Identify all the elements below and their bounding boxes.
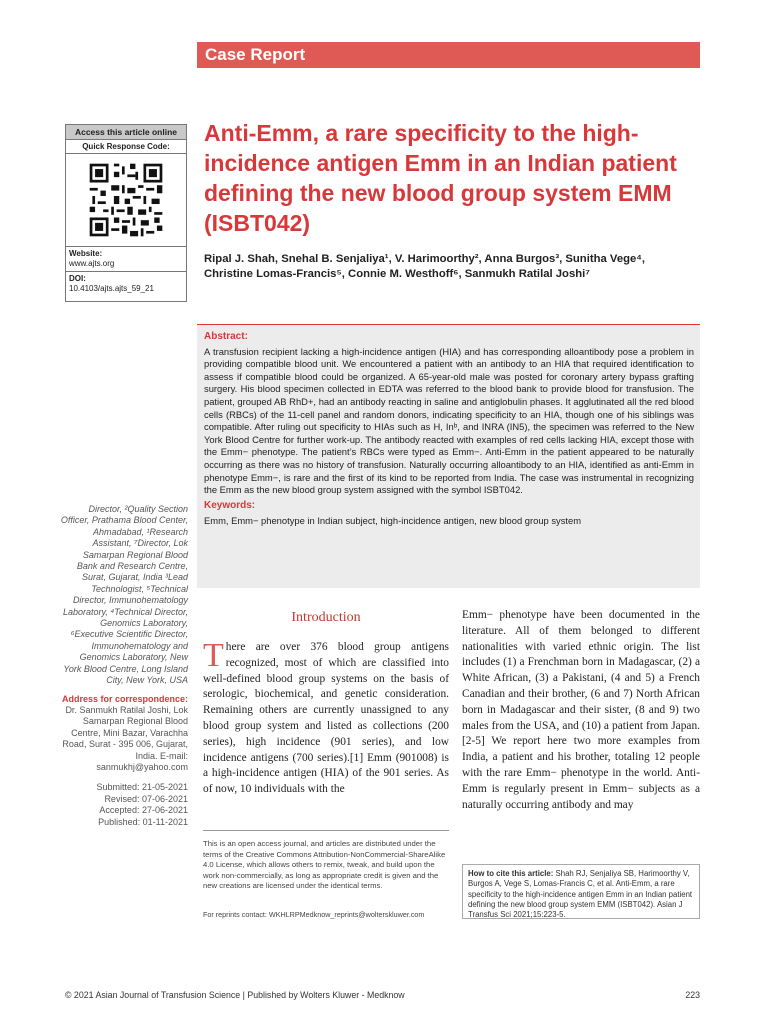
doi-link[interactable]: 10.4103/ajts.ajts_59_21 xyxy=(69,284,154,293)
access-header: Access this article online xyxy=(66,125,186,140)
page-number: 223 xyxy=(685,990,700,1000)
keywords-text: Emm, Emm− phenotype in Indian subject, high-incidence antigen, new blood group system xyxy=(204,515,582,527)
license-notice: This is an open access journal, and articles are distributed under the terms of the Creative Commons Attribution-NonCommercial-ShareAlike 4.0 License, which allows others to remix, tweak, and build upon the work non-commercially, as long as appropriate credit is given and the new creations are licensed under the identical terms. xyxy=(203,830,449,892)
abstract-box xyxy=(197,324,700,588)
article-dates xyxy=(60,782,188,828)
body-column-left xyxy=(203,637,449,798)
doi-label: DOI: xyxy=(69,274,86,283)
date-accepted: Accepted: 27-06-2021 xyxy=(99,805,188,816)
page-footer xyxy=(65,990,700,1000)
body-column-right: Emm− phenotype have been documented in the literature. All of them belonged to different nationalities with varied ethnic origin. The list includes (1) a Frenchman born in Madagascar, (2) a White African, (3) a Pakistani, (4 and 5) a French Canadian and their brother, (6 and 7) North African born in Madagascar and their sister, (8 and 9) two males from the USA, and (10) a patient from Japan.[2-5] We report here two more examples from India, a patient and his brother, totaling 12 people with the rare Emm− phenotype in the world. Anti-Emm is regularly present in Emm− subjects as a naturally occurring antibody and may xyxy=(462,609,700,811)
website-link[interactable]: www.ajts.org xyxy=(69,259,115,268)
citation-label: How to cite this article: xyxy=(468,869,554,878)
authors-line-1: Ripal J. Shah, Snehal B. Senjaliya¹, V. Harimoorthy², Anna Burgos³, Sunitha Vege⁴, xyxy=(204,253,646,265)
author-list xyxy=(204,252,699,282)
affiliations-sidebar xyxy=(60,504,188,828)
drop-cap: T xyxy=(203,637,224,674)
citation-box xyxy=(462,864,700,919)
article-type-banner: Case Report xyxy=(197,42,700,68)
correspondence-address: Dr. Sanmukh Ratilal Joshi, Lok Samarpan Regional Blood Centre, Mini Bazar, Varachha Road, Surat - 395 006, Gujarat, India. E-mail: sanmukhj@yahoo.com xyxy=(62,704,188,772)
qr-code-icon xyxy=(87,161,165,239)
doi-row xyxy=(66,272,186,296)
date-revised: Revised: 07-06-2021 xyxy=(104,793,188,804)
website-label: Website: xyxy=(69,249,103,258)
article-title: Anti-Emm, a rare specificity to the high-incidence antigen Emm in an Indian patient defining the new blood group system EMM (ISBT042) xyxy=(204,120,677,236)
footer-journal: © 2021 Asian Journal of Transfusion Science | Published by Wolters Kluwer - Medknow xyxy=(65,990,405,1000)
date-published: Published: 01-11-2021 xyxy=(98,816,188,827)
website-row xyxy=(66,247,186,272)
date-submitted: Submitted: 21-05-2021 xyxy=(96,782,188,793)
intro-paragraph-left: here are over 376 blood group antigens recognized, most of which are classified into well-defined blood group systems on the basis of serologic, biochemical, and genetic consideration. Remaining others are currently unassigned to any blood group system and listed as collections (200 series), high incidence (901 series), and low incidence antigens (700 series).[1] Emm (901008) is a high-incidence antigen (HIA) of the 901 series. As of now, 10 individuals with the xyxy=(203,641,449,796)
qr-label: Quick Response Code: xyxy=(66,140,186,154)
introduction-heading: Introduction xyxy=(291,610,361,625)
address-heading: Address for correspondence: xyxy=(61,693,188,704)
qr-code[interactable] xyxy=(66,154,186,247)
abstract-text: A transfusion recipient lacking a high-incidence antigen (HIA) and has corresponding alloantibody pose a problem in providing compatible blood unit. We encountered a patient with an antibody to an HIA that required identification to assess if compatible blood could be organized. A 65-year-old male was posted for coronary artery bypass grafting surgery. His blood specimen collected in EDTA was referred to the blood bank to provide blood for transfusion. The patient, grouped AB RhD+, had an antibody reacting in saline and antiglobulin phases. It agglutinated all the red blood cells (RBCs) of the 11-cell panel and random donors, indicating specificity to an HIA, though one of his siblings was compatible. After ruling out specificity to HIAs such as H, Inᵇ, and INRA (IN5), the specimen was referred to the New York Blood Centre for further work-up. The antibody reacted with examples of red cells lacking HIA, except those with the Emm− phenotype. The patient’s RBCs were typed as Emm−. Anti-Emm in the patient appeared to be naturally occurring as there was no history of transfusion. Naturally occurring alloantibody to an HIA, identified as anti-Emm in phenotype Emm−, is rare and the first of its kind to be reported from India. The case was instrumental in recognizing the Emm as the new blood group system assigned with the symbol ISBT042. xyxy=(204,345,694,496)
citation-text: Shah RJ, Senjaliya SB, Harimoorthy V, Burgos A, Vege S, Lomas-Francis C, et al. Anti-Emm, a rare specificity to the high-incidence antigen Emm in an Indian patient defining the new blood group system EMM (ISBT042). Asian J Transfus Sci 2021;15:223-5. xyxy=(468,869,693,920)
authors-line-2: Christine Lomas-Francis⁵, Connie M. Westhoff⁶, Sanmukh Ratilal Joshi⁷ xyxy=(204,268,590,280)
keywords-heading: Keywords: xyxy=(204,499,256,511)
affiliations: Director, ²Quality Section Officer, Prathama Blood Center, Ahmadabad, ¹Research Assistant, ⁷Director, Lok Samarpan Regional Blood Bank and Research Centre, Surat, Gujarat, India ³Lead Technologist, ⁵Technical Director, Immunohematology Laboratory, ⁴Technical Director, Genomics Laboratory, ⁶Executive Scientific Director, Immunohematology and Genomics Laboratory, New York Blood Centre, Long Island City, New York, USA xyxy=(60,504,188,686)
access-box xyxy=(65,124,187,302)
reprints-contact: For reprints contact: WKHLRPMedknow_reprints@wolterskluwer.com xyxy=(203,910,425,919)
abstract-heading: Abstract: xyxy=(204,331,248,342)
